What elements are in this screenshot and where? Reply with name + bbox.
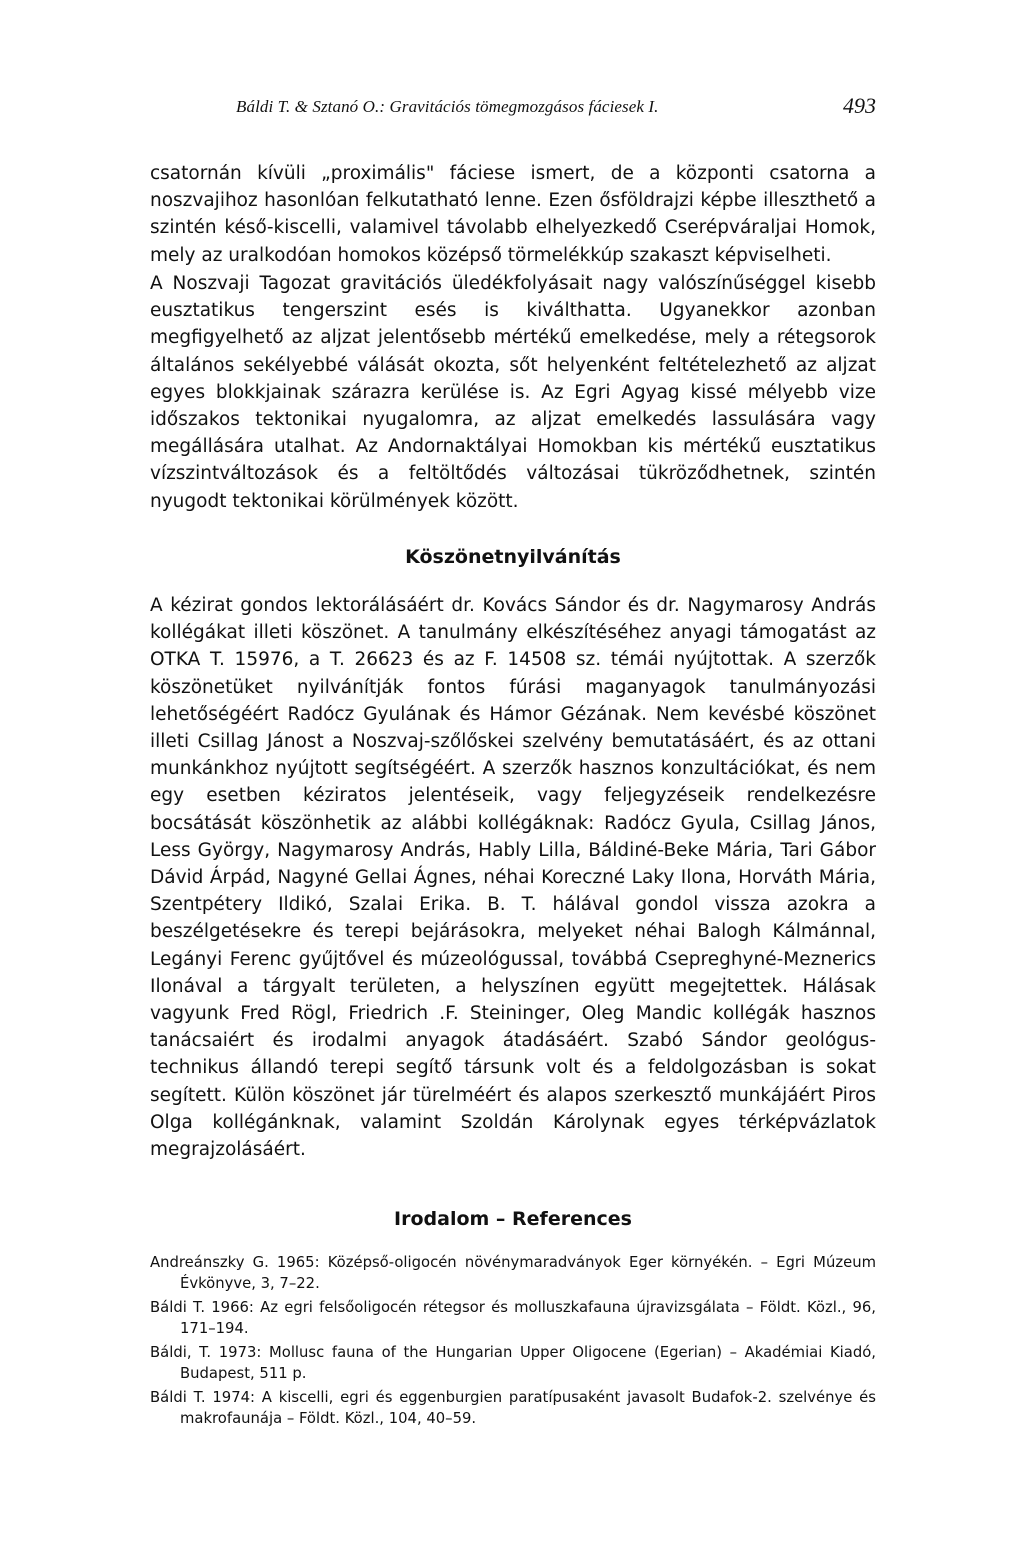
paragraph-continuation: csatornán kívüli „proximális" fáciese ismert, de a központi csatorna a noszvajihoz hasonlóan felkutatható lenne. Ezen ősföldrajzi képbe illeszthető a szintén késő-kiscelli, valamivel távolabb elhelyezkedő Cserépváraljai Homok, mely az uralkodóan homokos középső törmelékkúp szakaszt képviselheti. <box>150 163 876 266</box>
reference-list <box>150 1252 876 1432</box>
reference-item: Báldi T. 1966: Az egri felsőoligocén rétegsor és molluszkafauna újravizsgálata – Földt. Közl., 96, 171–194. <box>150 1299 876 1337</box>
references-heading: Irodalom – References <box>394 1208 632 1230</box>
paragraph-tectonics: A Noszvaji Tagozat gravitációs üledékfolyásait nagy valószínűséggel kisebb eusztatikus tengerszint esés is kiválthatta. Ugyanekkor azonban megfigyelhető az aljzat jelentősebb mértékű emelkedése, mely a rétegsorok általános sekélyebbé válását okozta, sőt helyenként feltételezhető az aljzat egyes blokkjainak szárazra kerülése is. Az Egri Agyag kissé mélyebb vize időszakos tektonikai nyugalomra, az aljzat emelkedés lassulására vagy megállására utalhat. Az Andornaktályai Homokban kis mértékű eusztatikus vízszintváltozások és a feltöltődés változásai tükröződhetnek, szintén nyugodt tektonikai körülmények között. <box>150 273 876 512</box>
acknowledgements-text: A kézirat gondos lektorálásáért dr. Kovács Sándor és dr. Nagymarosy András kollégákat illeti köszönet. A tanulmány elkészítéséhez anyagi támogatást az OTKA T. 15976, a T. 26623 és az F. 14508 sz. témái nyújtottak. A szerzők köszönetüket nyilvánítják fontos fúrási maganyagok tanulmányozási lehetőségéért Radócz Gyulának és Hámor Gézának. Nem kevésbé köszönet illeti Csillag Jánost a Noszvaj-szőlőskei szelvény bemutatásáért, és az ottani munkánkhoz nyújtott segítségéért. A szerzők hasznos konzultációkat, és nem egy esetben kéziratos jelentéseik, vagy feljegyzéseik rendelkezésre bocsátását köszönhetik az alábbi kollégáknak: Radócz Gyula, Csillag János, Less György, Nagymarosy András, Hably Lilla, Báldiné-Beke Mária, Tari Gábor Dávid Árpád, Nagyné Gellai Ágnes, néhai Koreczné Laky Ilona, Horváth Mária, Szentpétery Ildikó, Szalai Erika. B. T. hálával gondol vissza azokra a beszélgetésekre és terepi bejárásokra, melyeket néhai Balogh Kálmánnal, Legányi Ferenc gyűjtővel és múzeológussal, továbbá Csepreghyné-Meznerics Ilonával a tárgyalt területen, a helyszínen együtt megejtettek. Hálásak vagyunk Fred Rögl, Friedrich .F. Steininger, Oleg Mandic kollégák hasznos tanácsaiért és irodalmi anyagok átadásáért. Szabó Sándor geológus-technikus állandó terepi segítő társunk volt és a feldolgozásban is sokat segített. Külön köszönet jár türelméért és alapos szerkesztő munkájáért Piros Olga kollégánknak, valamint Szoldán Károlynak egyes térképvázlatok megrajzolásáért. <box>150 595 876 1161</box>
reference-item: Andreánszky G. 1965: Középső-oligocén növénymaradványok Eger környékén. – Egri Múzeum Évkönyve, 3, 7–22. <box>150 1254 876 1292</box>
reference-item: Báldi, T. 1973: Mollusc fauna of the Hungarian Upper Oligocene (Egerian) – Akadémiai Kiadó, Budapest, 511 p. <box>150 1344 876 1382</box>
reference-item: Báldi T. 1974: A kiscelli, egri és eggenburgien paratípusaként javasolt Budafok-2. szelvénye és makrofaunája – Földt. Közl., 104, 40–59. <box>150 1389 876 1427</box>
page-number: 493 <box>843 93 876 118</box>
acknowledgements-heading: Köszönetnyilvánítás <box>405 546 621 568</box>
running-title: Báldi T. & Sztanó O.: Gravitációs tömegmozgásos fáciesek I. <box>236 97 659 116</box>
running-header <box>150 93 876 123</box>
